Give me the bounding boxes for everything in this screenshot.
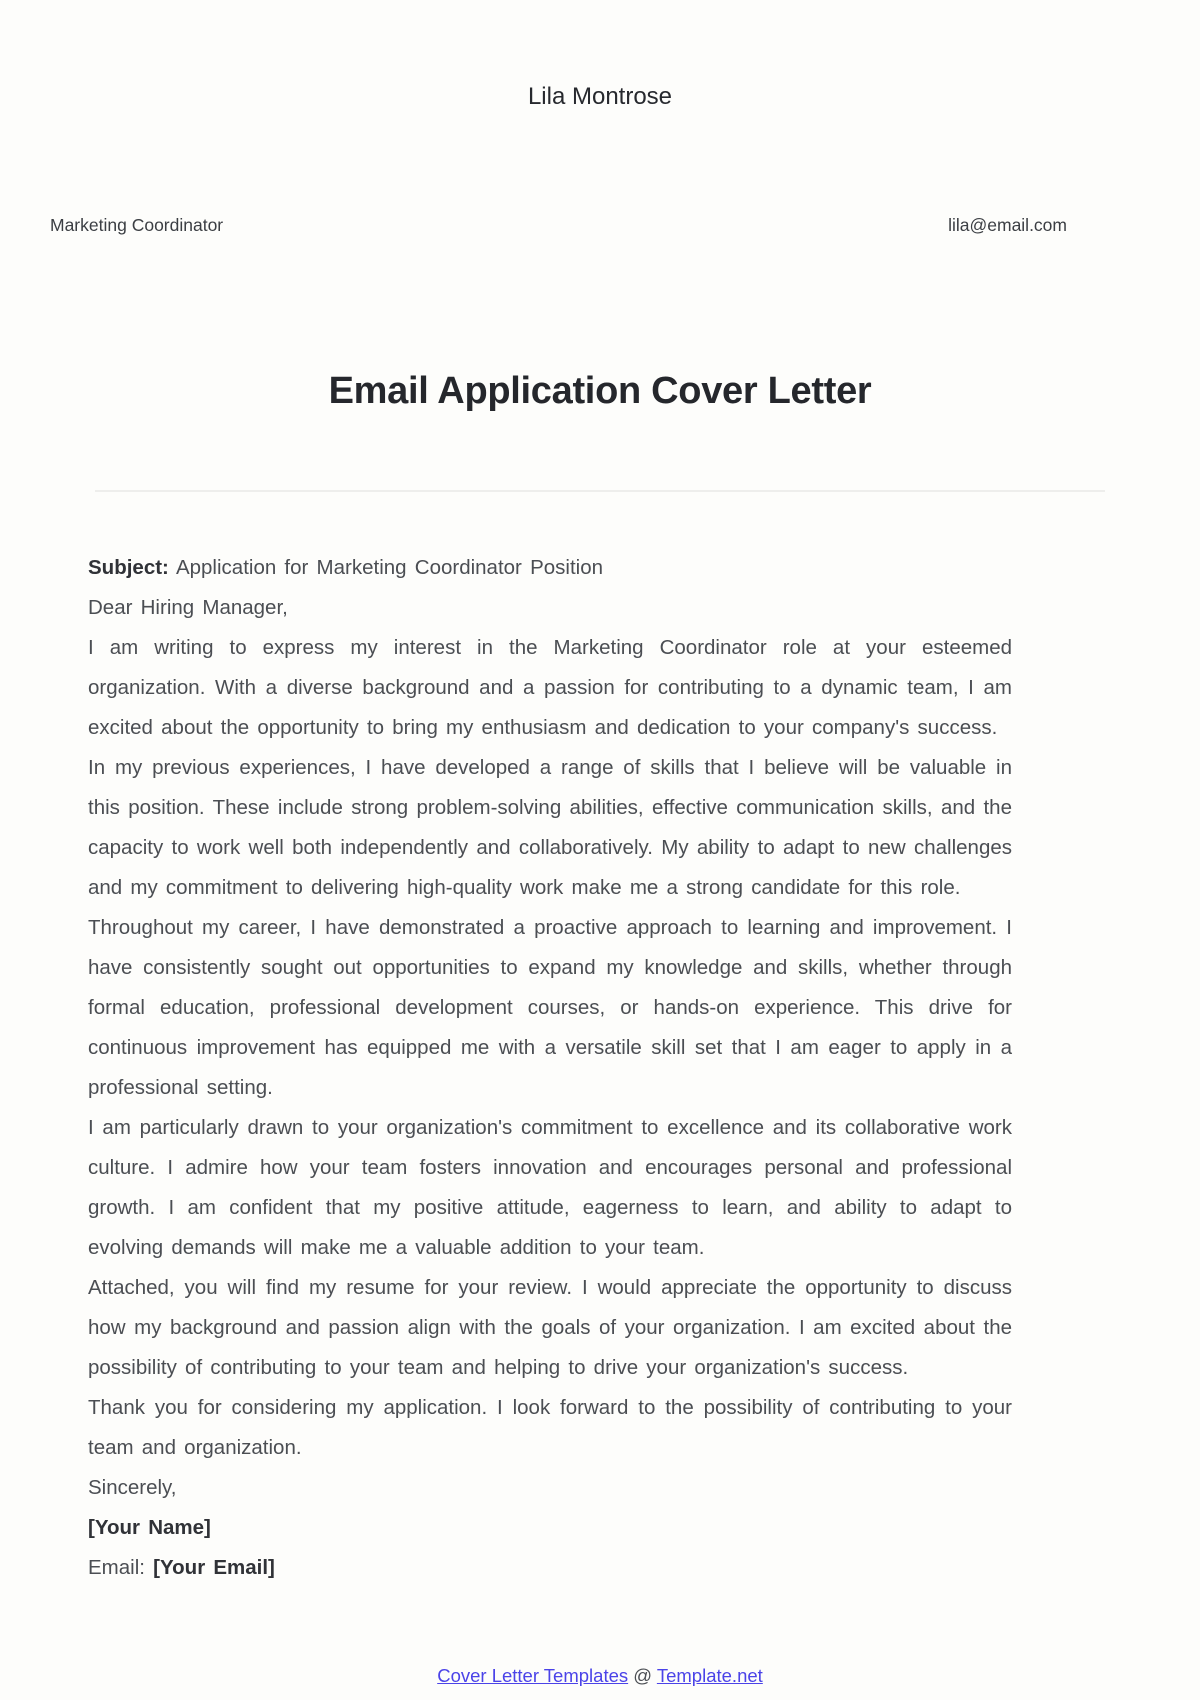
paragraph-3: Throughout my career, I have demonstrated a proactive approach to learning and improvement. I have consistently sought out opportunities to expand my knowledge and skills, whether through formal education, professional development courses, or hands-on experience. This drive for continuous improvement has equipped me with a versatile skill set that I am eager to apply in a professional setting. bbox=[88, 916, 1012, 1099]
candidate-name: Lila Montrose bbox=[527, 83, 673, 110]
signature-name bbox=[88, 1508, 1012, 1548]
subject-label: Subject: bbox=[88, 556, 169, 579]
salutation: Dear Hiring Manager, bbox=[88, 596, 288, 619]
email-label: Email: bbox=[88, 1556, 145, 1579]
paragraph-2: In my previous experiences, I have developed a range of skills that I believe will be valuable in this position. These include strong problem-solving abilities, effective communication skills, and the capacity to work well both independently and collaboratively. My ability to adapt to new challenges and my commitment to delivering high-quality work make me a strong candidate for this role. bbox=[88, 756, 1012, 899]
subject-text: Application for Marketing Coordinator Position bbox=[175, 556, 603, 579]
page-title: Email Application Cover Letter bbox=[328, 370, 872, 412]
paragraph-6: Thank you for considering my application. I look forward to the possibility of contributing to your team and organization. bbox=[88, 1396, 1012, 1459]
paragraph-5: Attached, you will find my resume for your review. I would appreciate the opportunity to discuss how my background and passion align with the goals of your organization. I am excited about the possibility of contributing to your team and helping to drive your organization's success. bbox=[88, 1276, 1012, 1379]
closing: Sincerely, bbox=[88, 1476, 177, 1499]
contact-row bbox=[0, 215, 1200, 236]
job-title: Marketing Coordinator bbox=[50, 215, 224, 235]
footer-separator: @ bbox=[633, 1665, 653, 1686]
signature-email-line bbox=[88, 1548, 1012, 1588]
paragraph-4: I am particularly drawn to your organization's commitment to excellence and its collaborative work culture. I admire how your team fosters innovation and encourages personal and professional growth. I am confident that my positive attitude, eagerness to learn, and ability to adapt to evolving demands will make me a valuable addition to your team. bbox=[88, 1116, 1012, 1259]
letter-body bbox=[88, 492, 1012, 1588]
contact-email: lila@email.com bbox=[948, 215, 1067, 235]
cover-letter-templates-link[interactable]: Cover Letter Templates bbox=[437, 1665, 629, 1686]
footer bbox=[0, 1665, 1200, 1687]
paragraph-1: I am writing to express my interest in the Marketing Coordinator role at your esteemed organization. With a diverse background and a passion for contributing to a dynamic team, I am excited about the opportunity to bring my enthusiasm and dedication to your company's success. bbox=[88, 636, 1012, 739]
email-value: [Your Email] bbox=[153, 1556, 275, 1579]
signature-name-text: [Your Name] bbox=[88, 1516, 211, 1539]
template-net-link[interactable]: Template.net bbox=[656, 1665, 763, 1686]
subject-line bbox=[88, 548, 1012, 588]
